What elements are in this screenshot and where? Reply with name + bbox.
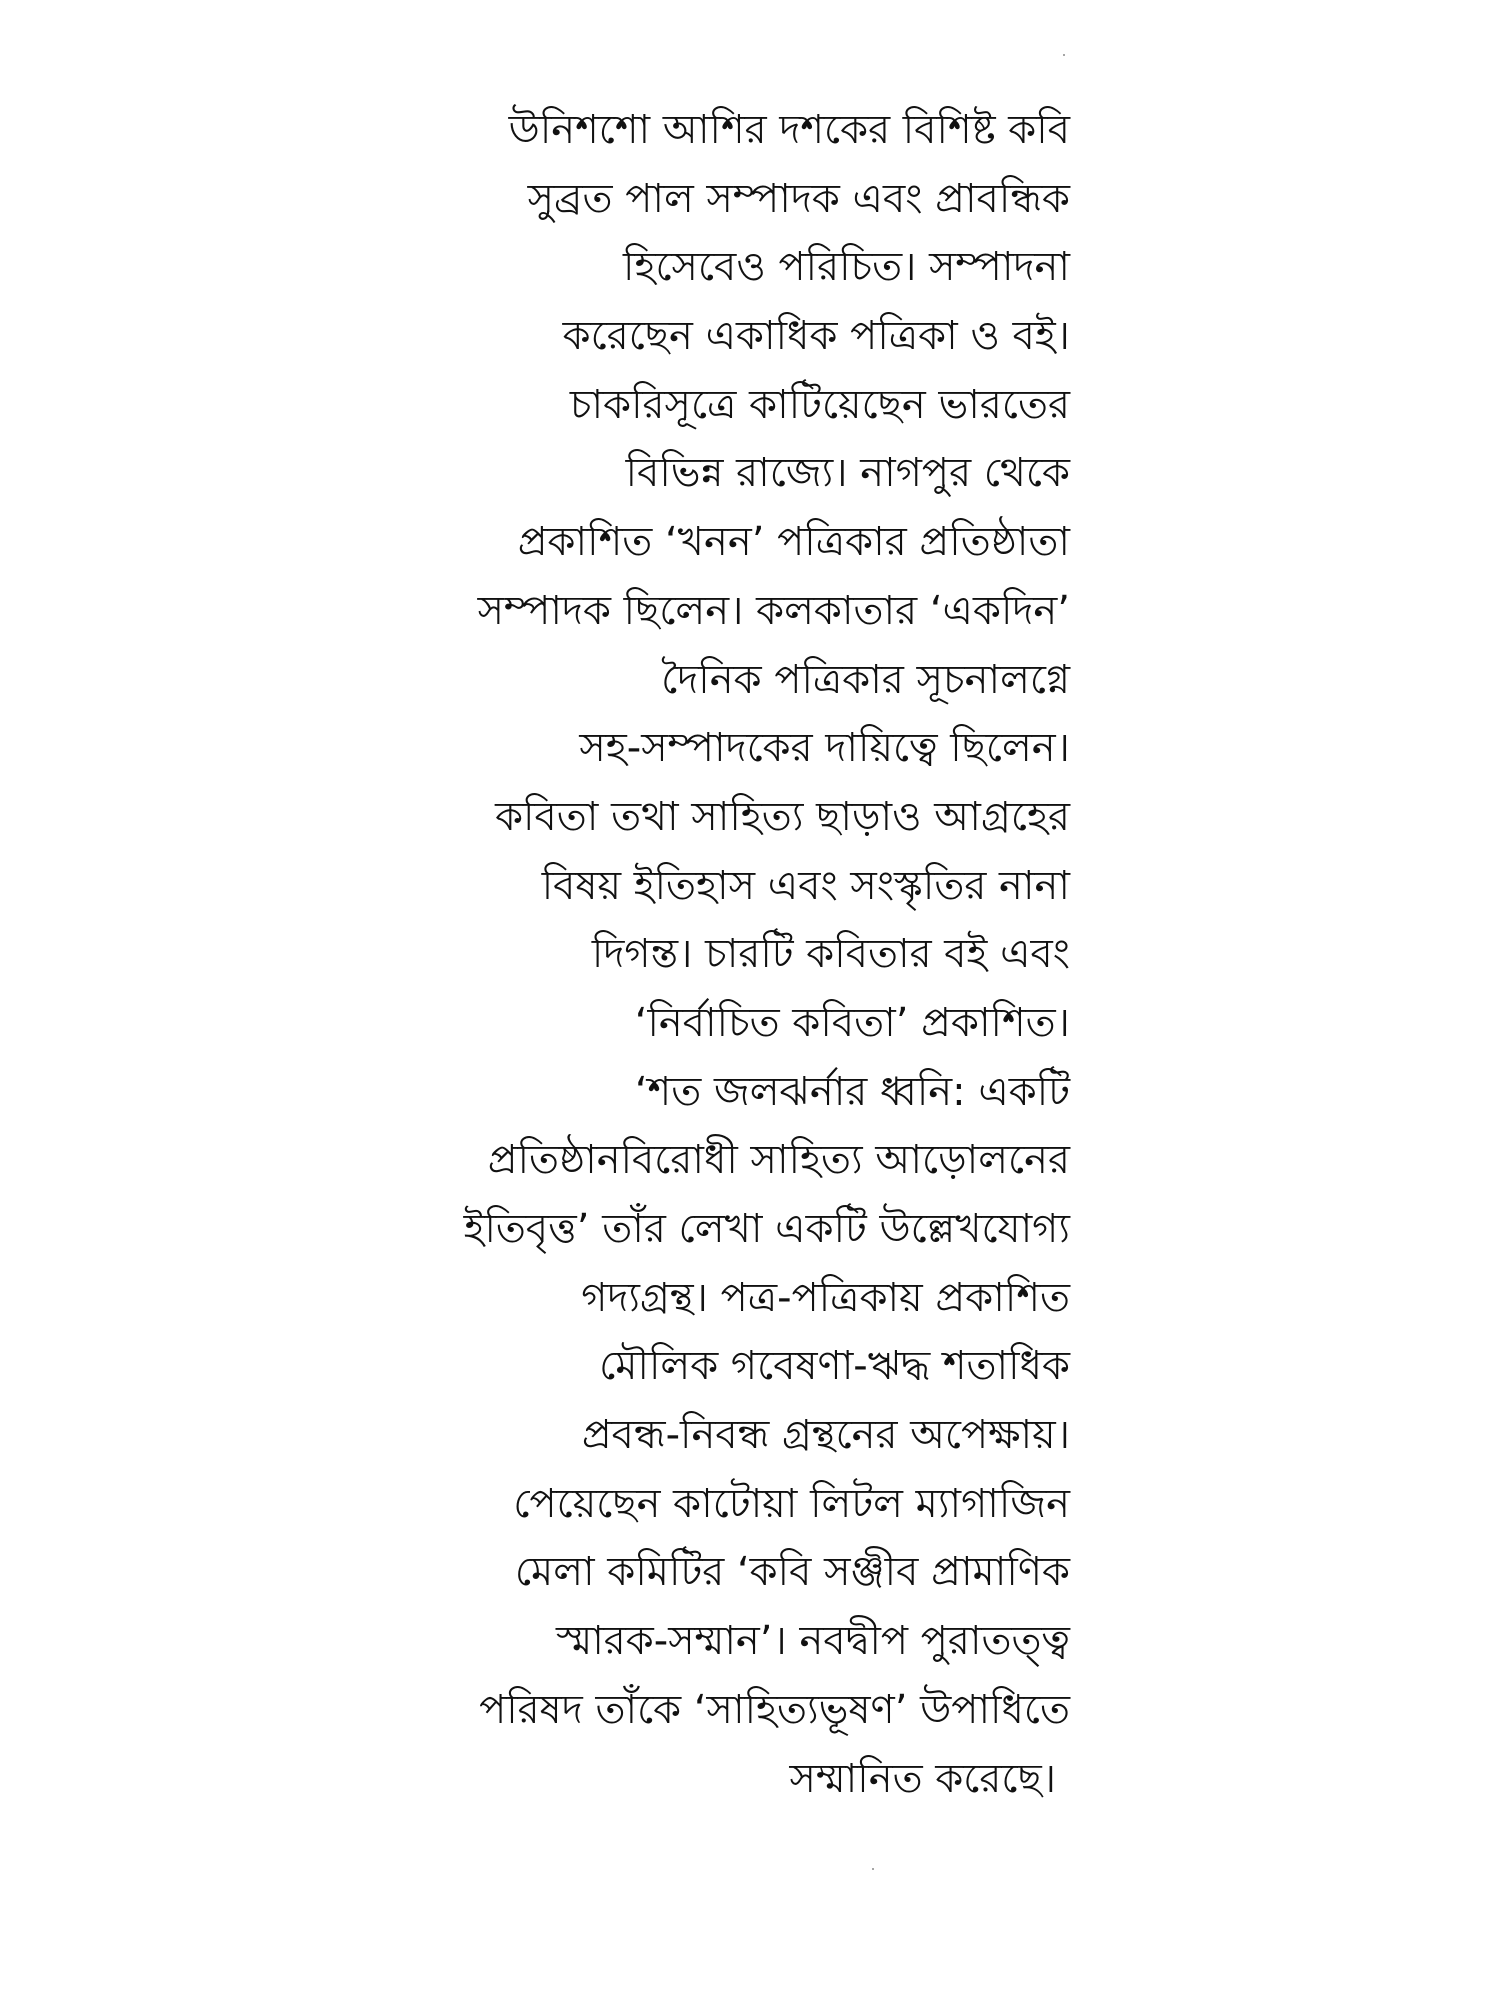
bio-line: স্মারক-সম্মান’। নবদ্বীপ পুরাতত্ত্ব xyxy=(555,1618,1070,1665)
bio-line: সম্মানিত করেছে। xyxy=(789,1755,1056,1802)
bio-line: মেলা কমিটির ‘কবি সঞ্জীব প্রামাণিক xyxy=(514,1549,1070,1596)
bio-line: ‘নির্বাচিত কবিতা’ প্রকাশিত। xyxy=(634,999,1070,1046)
bio-line: দিগন্ত। চারটি কবিতার বই এবং xyxy=(591,931,1070,978)
bio-line: প্রতিষ্ঠানবিরোধী সাহিত্য আড়োলনের xyxy=(487,1137,1070,1184)
bio-line: সম্পাদক ছিলেন। কলকাতার ‘একদিন’ xyxy=(477,587,1070,634)
bio-line: প্রকাশিত ‘খনন’ পত্রিকার প্রতিষ্ঠাতা xyxy=(517,519,1070,566)
bio-line: মৌলিক গবেষণা-ঋদ্ধ শতাধিক xyxy=(599,1343,1070,1390)
bio-line: হিসেবেও পরিচিত। সম্পাদনা xyxy=(623,244,1070,291)
bio-line: উনিশশো আশির দশকের বিশিষ্ট কবি xyxy=(508,107,1070,153)
bio-line: পেয়েছেন কাটোয়া লিটল ম্যাগাজিন xyxy=(513,1480,1070,1527)
bio-line: প্রবন্ধ-নিবন্ধ গ্রন্থনের অপেক্ষায়। xyxy=(581,1412,1070,1459)
scan-speck xyxy=(872,1868,874,1870)
bio-line: ইতিবৃত্ত’ তাঁর লেখা একটি উল্লেখযোগ্য xyxy=(463,1206,1070,1252)
bio-line: সুব্রত পাল সম্পাদক এবং প্রাবন্ধিক xyxy=(527,175,1070,222)
bio-line: সহ-সম্পাদকের দায়িত্বে ছিলেন। xyxy=(579,725,1070,772)
bio-line: ‘শত জলঝর্নার ধ্বনি: একটি xyxy=(634,1068,1070,1115)
bio-line: বিভিন্ন রাজ্যে। নাগপুর থেকে xyxy=(625,450,1070,497)
bio-line: দৈনিক পত্রিকার সূচনালগ্নে xyxy=(661,656,1070,703)
bio-line: পরিষদ তাঁকে ‘সাহিত্যভূষণ’ উপাধিতে xyxy=(479,1686,1070,1733)
bio-line: করেছেন একাধিক পত্রিকা ও বই। xyxy=(562,313,1070,360)
author-bio xyxy=(380,96,1070,1813)
bio-line: বিষয় ইতিহাস এবং সংস্কৃতির নানা xyxy=(541,862,1070,909)
bio-line: গদ্যগ্রন্থ। পত্র-পত্রিকায় প্রকাশিত xyxy=(581,1274,1070,1321)
scan-speck xyxy=(1063,54,1065,56)
bio-line: কবিতা তথা সাহিত্য ছাড়াও আগ্রহের xyxy=(495,793,1070,840)
bio-line: চাকরিসূত্রে কাটিয়েছেন ভারতের xyxy=(569,381,1070,428)
